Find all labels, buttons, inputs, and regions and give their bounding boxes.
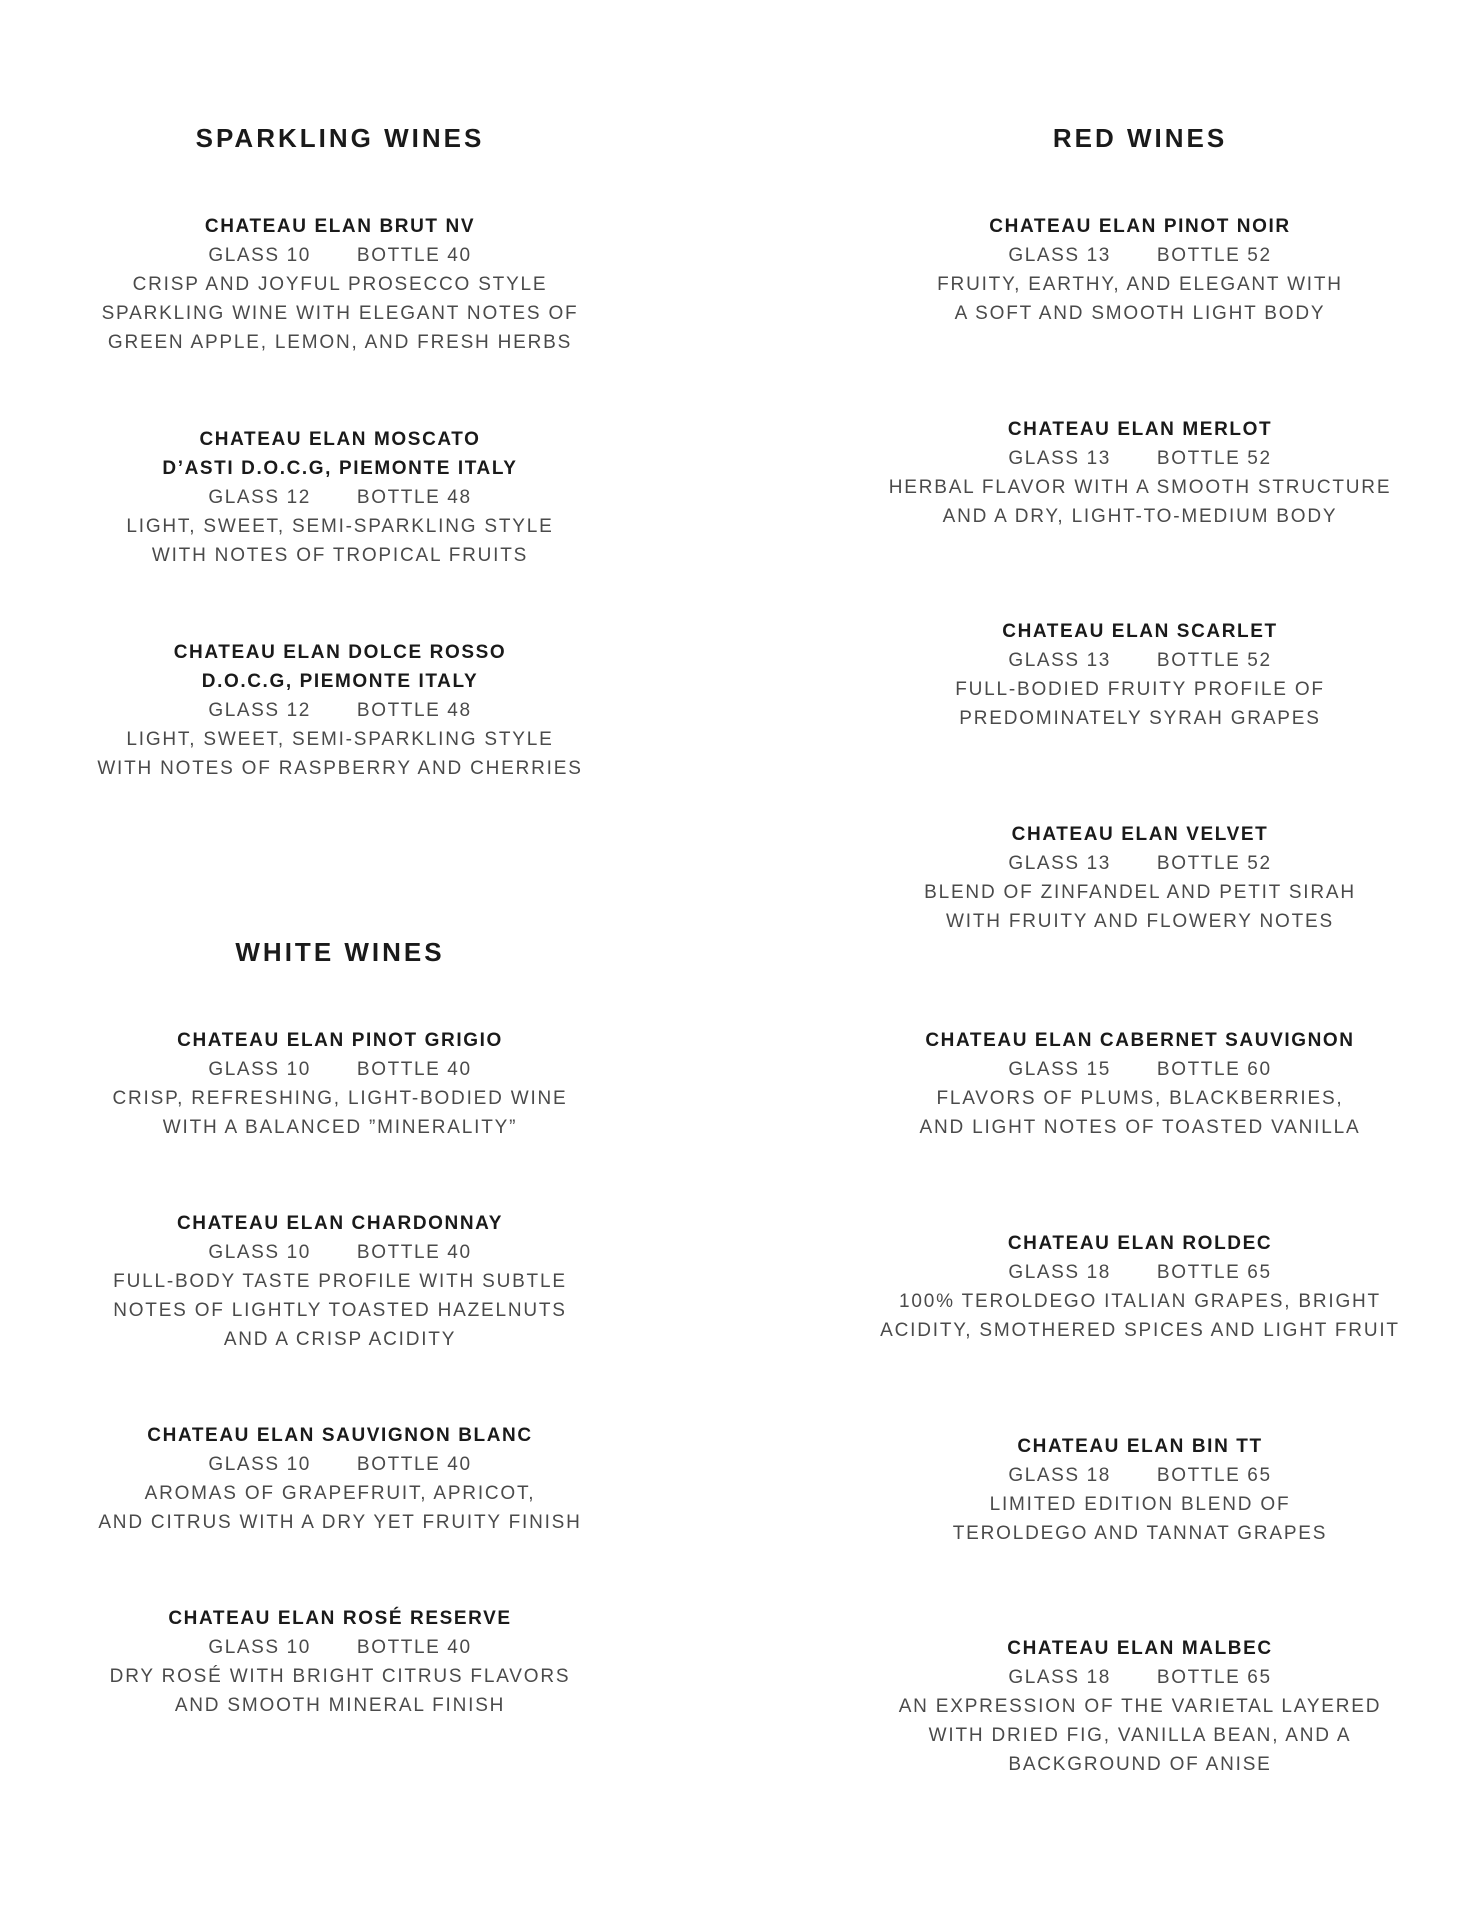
wine-prices: [70, 1055, 610, 1084]
glass-price: GLASS 13: [1008, 853, 1111, 874]
wine-name: [850, 820, 1430, 849]
wine-name: [70, 1421, 610, 1450]
wine-name-line: CHATEAU ELAN VELVET: [1011, 824, 1269, 845]
description-line: WITH FRUITY AND FLOWERY NOTES: [946, 911, 1334, 932]
wine-name: [850, 617, 1430, 646]
wine-name-line: D.O.C.G, PIEMONTE ITALY: [201, 671, 479, 692]
glass-price: GLASS 12: [208, 700, 311, 721]
description-line: LIGHT, SWEET, SEMI-SPARKLING STYLE: [126, 729, 554, 750]
description-line: AN EXPRESSION OF THE VARIETAL LAYERED: [898, 1696, 1382, 1717]
wine-prices: [70, 1450, 610, 1479]
wine-item: [850, 1432, 1430, 1548]
description-line: FULL-BODY TASTE PROFILE WITH SUBTLE: [113, 1271, 567, 1292]
wine-item: [70, 1209, 610, 1354]
wine-name-line: CHATEAU ELAN CABERNET SAUVIGNON: [925, 1030, 1355, 1051]
bottle-price: BOTTLE 40: [356, 245, 472, 266]
wine-prices: [850, 646, 1430, 675]
wine-item: [70, 1604, 610, 1720]
section-title-sparkling: SPARKLING WINES: [195, 123, 485, 153]
glass-price: GLASS 15: [1008, 1059, 1111, 1080]
wine-name: [70, 212, 610, 241]
wine-name-line: CHATEAU ELAN DOLCE ROSSO: [173, 642, 507, 663]
wine-item: [850, 1026, 1430, 1142]
wine-name: [70, 1604, 610, 1633]
description-line: BACKGROUND OF ANISE: [1008, 1754, 1272, 1775]
description-line: AND SMOOTH MINERAL FINISH: [174, 1695, 506, 1716]
wine-prices: [850, 1258, 1430, 1287]
bottle-price: BOTTLE 65: [1156, 1465, 1272, 1486]
wine-item: [70, 1421, 610, 1537]
wine-name-line: CHATEAU ELAN SAUVIGNON BLANC: [147, 1425, 533, 1446]
bottle-price: BOTTLE 48: [356, 700, 472, 721]
wine-prices: [850, 444, 1430, 473]
wine-description: [850, 473, 1430, 531]
wine-prices: [70, 241, 610, 270]
glass-price: GLASS 10: [208, 1059, 311, 1080]
wine-prices: [70, 696, 610, 725]
wine-name-line: CHATEAU ELAN ROSÉ RESERVE: [168, 1608, 512, 1629]
glass-price: GLASS 10: [208, 1454, 311, 1475]
description-line: CRISP, REFRESHING, LIGHT-BODIED WINE: [112, 1088, 568, 1109]
wine-item: [850, 1634, 1430, 1779]
bottle-price: BOTTLE 65: [1156, 1667, 1272, 1688]
section-title-white: WHITE WINES: [235, 937, 445, 967]
description-line: SPARKLING WINE WITH ELEGANT NOTES OF: [101, 303, 579, 324]
wine-name: [70, 1209, 610, 1238]
description-line: DRY ROSÉ WITH BRIGHT CITRUS FLAVORS: [109, 1666, 571, 1687]
glass-price: GLASS 18: [1008, 1262, 1111, 1283]
description-line: GREEN APPLE, LEMON, AND FRESH HERBS: [107, 332, 573, 353]
wine-name-line: CHATEAU ELAN PINOT NOIR: [989, 216, 1291, 237]
wine-prices: [850, 1055, 1430, 1084]
description-line: AND A CRISP ACIDITY: [223, 1329, 457, 1350]
description-line: PREDOMINATELY SYRAH GRAPES: [959, 708, 1321, 729]
wine-name: [850, 1229, 1430, 1258]
wine-description: [70, 1084, 610, 1142]
description-line: ACIDITY, SMOTHERED SPICES AND LIGHT FRUIT: [880, 1320, 1400, 1341]
wine-item: [70, 212, 610, 357]
bottle-price: BOTTLE 40: [356, 1059, 472, 1080]
wine-description: [70, 1479, 610, 1537]
wine-prices: [850, 849, 1430, 878]
wine-description: [850, 675, 1430, 733]
wine-name-line: CHATEAU ELAN PINOT GRIGIO: [177, 1030, 503, 1051]
wine-name-line: D’ASTI D.O.C.G, PIEMONTE ITALY: [162, 458, 518, 479]
bottle-price: BOTTLE 52: [1156, 245, 1272, 266]
bottle-price: BOTTLE 40: [356, 1637, 472, 1658]
glass-price: GLASS 13: [1008, 650, 1111, 671]
wine-description: [850, 1490, 1430, 1548]
description-line: AROMAS OF GRAPEFRUIT, APRICOT,: [144, 1483, 536, 1504]
wine-name-line: CHATEAU ELAN MERLOT: [1007, 419, 1273, 440]
description-line: WITH A BALANCED ”MINERALITY”: [162, 1117, 518, 1138]
bottle-price: BOTTLE 48: [356, 487, 472, 508]
wine-name-line: CHATEAU ELAN MALBEC: [1007, 1638, 1273, 1659]
bottle-price: BOTTLE 65: [1156, 1262, 1272, 1283]
wine-name-line: CHATEAU ELAN SCARLET: [1002, 621, 1278, 642]
description-line: WITH DRIED FIG, VANILLA BEAN, AND A: [928, 1725, 1352, 1746]
description-line: LIMITED EDITION BLEND OF: [989, 1494, 1291, 1515]
description-line: CRISP AND JOYFUL PROSECCO STYLE: [132, 274, 548, 295]
wine-description: [70, 512, 610, 570]
bottle-price: BOTTLE 60: [1156, 1059, 1272, 1080]
bottle-price: BOTTLE 52: [1156, 853, 1272, 874]
wine-description: [850, 270, 1430, 328]
wine-item: [850, 1229, 1430, 1345]
wine-name: [850, 1026, 1430, 1055]
wine-name: [850, 1432, 1430, 1461]
left-column: [70, 0, 610, 1920]
wine-description: [70, 1662, 610, 1720]
description-line: 100% TEROLDEGO ITALIAN GRAPES, BRIGHT: [899, 1291, 1381, 1312]
description-line: HERBAL FLAVOR WITH A SMOOTH STRUCTURE: [888, 477, 1392, 498]
wine-item: [850, 617, 1430, 733]
glass-price: GLASS 10: [208, 1242, 311, 1263]
wine-name: [850, 1634, 1430, 1663]
description-line: FULL-BODIED FRUITY PROFILE OF: [955, 679, 1325, 700]
description-line: A SOFT AND SMOOTH LIGHT BODY: [954, 303, 1326, 324]
wine-description: [850, 1692, 1430, 1779]
glass-price: GLASS 12: [208, 487, 311, 508]
description-line: WITH NOTES OF RASPBERRY AND CHERRIES: [97, 758, 583, 779]
glass-price: GLASS 18: [1008, 1667, 1111, 1688]
wine-prices: [70, 483, 610, 512]
wine-name-line: CHATEAU ELAN BIN TT: [1017, 1436, 1263, 1457]
glass-price: GLASS 13: [1008, 245, 1111, 266]
right-column: [850, 0, 1430, 1920]
description-line: LIGHT, SWEET, SEMI-SPARKLING STYLE: [126, 516, 554, 537]
wine-name: [70, 425, 610, 483]
wine-prices: [850, 1663, 1430, 1692]
description-line: TEROLDEGO AND TANNAT GRAPES: [952, 1523, 1328, 1544]
description-line: WITH NOTES OF TROPICAL FRUITS: [151, 545, 529, 566]
wine-name-line: CHATEAU ELAN ROLDEC: [1007, 1233, 1273, 1254]
bottle-price: BOTTLE 40: [356, 1454, 472, 1475]
description-line: AND LIGHT NOTES OF TOASTED VANILLA: [919, 1117, 1361, 1138]
wine-prices: [850, 1461, 1430, 1490]
wine-description: [850, 1287, 1430, 1345]
wine-item: [70, 1026, 610, 1142]
wine-name: [70, 638, 610, 696]
description-line: FLAVORS OF PLUMS, BLACKBERRIES,: [936, 1088, 1344, 1109]
wine-prices: [850, 241, 1430, 270]
bottle-price: BOTTLE 52: [1156, 650, 1272, 671]
wine-item: [850, 820, 1430, 936]
description-line: NOTES OF LIGHTLY TOASTED HAZELNUTS: [113, 1300, 567, 1321]
wine-item: [70, 638, 610, 783]
wine-name: [70, 1026, 610, 1055]
glass-price: GLASS 10: [208, 245, 311, 266]
wine-description: [70, 1267, 610, 1354]
wine-description: [70, 270, 610, 357]
wine-description: [850, 878, 1430, 936]
wine-name-line: CHATEAU ELAN CHARDONNAY: [176, 1213, 504, 1234]
wine-item: [850, 415, 1430, 531]
bottle-price: BOTTLE 40: [356, 1242, 472, 1263]
glass-price: GLASS 10: [208, 1637, 311, 1658]
wine-description: [850, 1084, 1430, 1142]
description-line: AND CITRUS WITH A DRY YET FRUITY FINISH: [98, 1512, 582, 1533]
wine-name: [850, 212, 1430, 241]
wine-name-line: CHATEAU ELAN BRUT NV: [204, 216, 476, 237]
wine-prices: [70, 1238, 610, 1267]
wine-description: [70, 725, 610, 783]
wine-name-line: CHATEAU ELAN MOSCATO: [199, 429, 481, 450]
description-line: FRUITY, EARTHY, AND ELEGANT WITH: [937, 274, 1343, 295]
wine-prices: [70, 1633, 610, 1662]
description-line: BLEND OF ZINFANDEL AND PETIT SIRAH: [924, 882, 1356, 903]
wine-name: [850, 415, 1430, 444]
wine-item: [70, 425, 610, 570]
bottle-price: BOTTLE 52: [1156, 448, 1272, 469]
glass-price: GLASS 13: [1008, 448, 1111, 469]
description-line: AND A DRY, LIGHT-TO-MEDIUM BODY: [942, 506, 1338, 527]
section-title-red: RED WINES: [1052, 123, 1228, 153]
glass-price: GLASS 18: [1008, 1465, 1111, 1486]
wine-item: [850, 212, 1430, 328]
